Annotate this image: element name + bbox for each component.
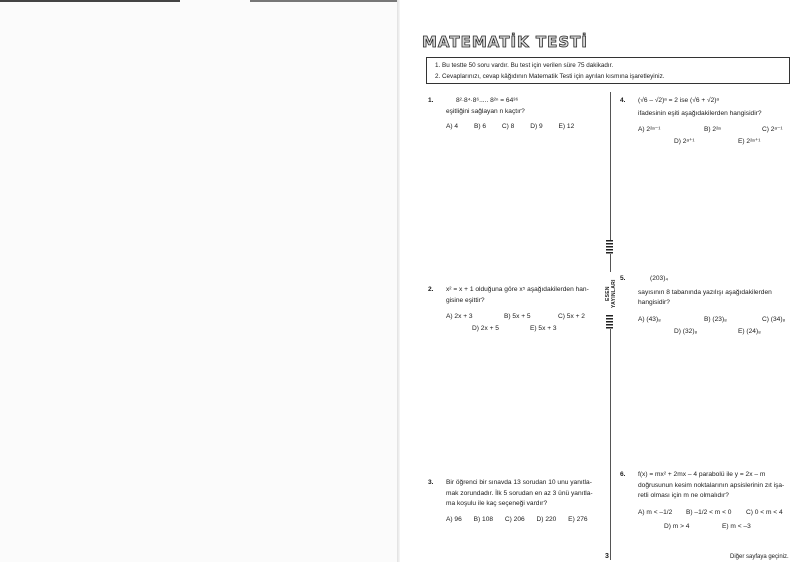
option-a[interactable]: A) 96	[446, 515, 462, 523]
option-b[interactable]: B) (23)₈	[704, 315, 727, 323]
option-c[interactable]: C) 0 < m < 4	[746, 508, 783, 516]
option-c[interactable]: C) 2ᵃ⁻¹	[762, 126, 783, 133]
question-text: ifadesinin eşiti aşağıdakilerden hangisidir?	[638, 109, 762, 117]
option-b[interactable]: B) 6	[473, 123, 487, 130]
divider-mark	[606, 315, 613, 329]
option-b[interactable]: B) 2²ᵃ	[704, 126, 721, 133]
option-d[interactable]: D) m > 4	[664, 522, 690, 530]
question-body	[638, 470, 798, 534]
option-e[interactable]: E) 5x + 3	[530, 325, 557, 332]
option-d[interactable]: D) 2x + 5	[472, 325, 499, 332]
answer-options	[638, 315, 798, 337]
instructions-box	[426, 57, 790, 84]
question-number: 6.	[620, 471, 626, 478]
option-a[interactable]: A) 2x + 3	[446, 313, 473, 320]
question-formula: 8²·8⁴·8⁶..... 8²ⁿ = 64³⁶	[456, 97, 519, 104]
question-body	[638, 96, 798, 147]
question-text: Bir öğrenci bir sınavda 13 sorudan 10 unu yanıtla-	[446, 479, 592, 486]
question-text: f(x) = mx² + 2mx – 4 parabolü ile y = 2x – m	[638, 471, 766, 478]
question-text: x² = x + 1 olduğuna göre x⁵ aşağıdakilerden han-	[446, 286, 589, 293]
answer-options	[638, 508, 798, 534]
question-body	[446, 478, 593, 525]
option-c[interactable]: C) (34)₈	[762, 315, 786, 323]
question-formula: (√6 – √2)ᵃ = 2 ise (√6 + √2)ᵃ	[638, 97, 719, 104]
option-a[interactable]: A) 4	[446, 123, 459, 130]
question-number: 3.	[428, 479, 434, 486]
previous-page	[0, 0, 398, 562]
question-body	[446, 96, 588, 133]
option-c[interactable]: C) 206	[504, 515, 525, 523]
question-text: retli olması için m ne olmalıdır?	[638, 492, 729, 499]
option-e[interactable]: E) 12	[558, 123, 575, 130]
question-number: 5.	[620, 275, 626, 282]
page-number: 3	[605, 553, 609, 560]
question-number: 1.	[428, 97, 434, 104]
option-c[interactable]: C) 5x + 2	[558, 313, 585, 320]
question-text: sayısının 8 tabanında yazılışı aşağıdakilerden	[638, 288, 772, 296]
question-text: ma koşulu ile kaç seçeneği vardır?	[446, 500, 548, 507]
question-body	[446, 285, 606, 334]
question-text: mak zorundadır. İlk 5 sorudan en az 3 ünü yanıtla-	[446, 489, 593, 497]
question-3	[428, 478, 603, 538]
publisher-label: ESEN YAYINLARI	[605, 272, 615, 316]
option-e[interactable]: E) 276	[568, 515, 588, 523]
option-d[interactable]: D) 9	[530, 123, 543, 130]
question-text: gisine eşittir?	[446, 296, 485, 304]
question-text: eşitliğini sağlayan n kaçtır?	[446, 107, 525, 115]
option-b[interactable]: B) 108	[473, 515, 494, 523]
question-2	[428, 285, 603, 345]
question-number: 4.	[620, 97, 626, 104]
question-5	[620, 274, 792, 344]
option-b[interactable]: B) 5x + 5	[504, 313, 531, 320]
instruction-1: 1. Bu testte 50 soru vardır. Bu test için verilen süre 75 dakikadır.	[435, 62, 614, 69]
page-title: MATEMATİK TESTİ	[422, 33, 588, 51]
option-a[interactable]: A) m < –1/2	[638, 508, 673, 516]
question-text: hangisidir?	[638, 299, 670, 306]
option-a[interactable]: A) (43)₈	[638, 315, 661, 323]
question-formula: (203)₄	[650, 275, 669, 282]
answer-options	[638, 125, 798, 147]
page-fold	[397, 0, 400, 562]
option-a[interactable]: A) 2²ᵃ⁻¹	[638, 126, 661, 133]
instruction-2: 2. Cevaplarınızı, cevap kâğıdının Matematik Testi için ayrılan kısmına işaretleyiniz.	[435, 73, 665, 80]
question-1	[428, 96, 603, 136]
question-4	[620, 96, 792, 156]
question-6	[620, 470, 795, 540]
answer-options	[446, 515, 593, 526]
divider-mark	[606, 240, 613, 254]
footer-note: Diğer sayfaya geçiniz.	[730, 554, 789, 560]
page-edge-line	[250, 0, 398, 2]
option-e[interactable]: E) 2²ᵃ⁺¹	[738, 138, 761, 145]
answer-options	[446, 312, 606, 334]
option-d[interactable]: D) 2ᵃ⁺¹	[674, 138, 695, 145]
page-edge-line	[0, 0, 180, 2]
question-text: doğrusunun kesim noktalarının apsislerinin zıt işa-	[638, 481, 785, 489]
option-b[interactable]: B) –1/2 < m < 0	[686, 508, 732, 516]
question-body	[638, 274, 798, 337]
option-c[interactable]: C) 8	[501, 123, 515, 130]
question-number: 2.	[428, 286, 434, 293]
option-e[interactable]: E) (24)₈	[738, 327, 761, 335]
option-d[interactable]: D) (32)₈	[674, 327, 698, 335]
option-d[interactable]: D) 220	[536, 515, 557, 523]
option-e[interactable]: E) m < –3	[722, 522, 751, 530]
answer-options	[446, 122, 588, 133]
